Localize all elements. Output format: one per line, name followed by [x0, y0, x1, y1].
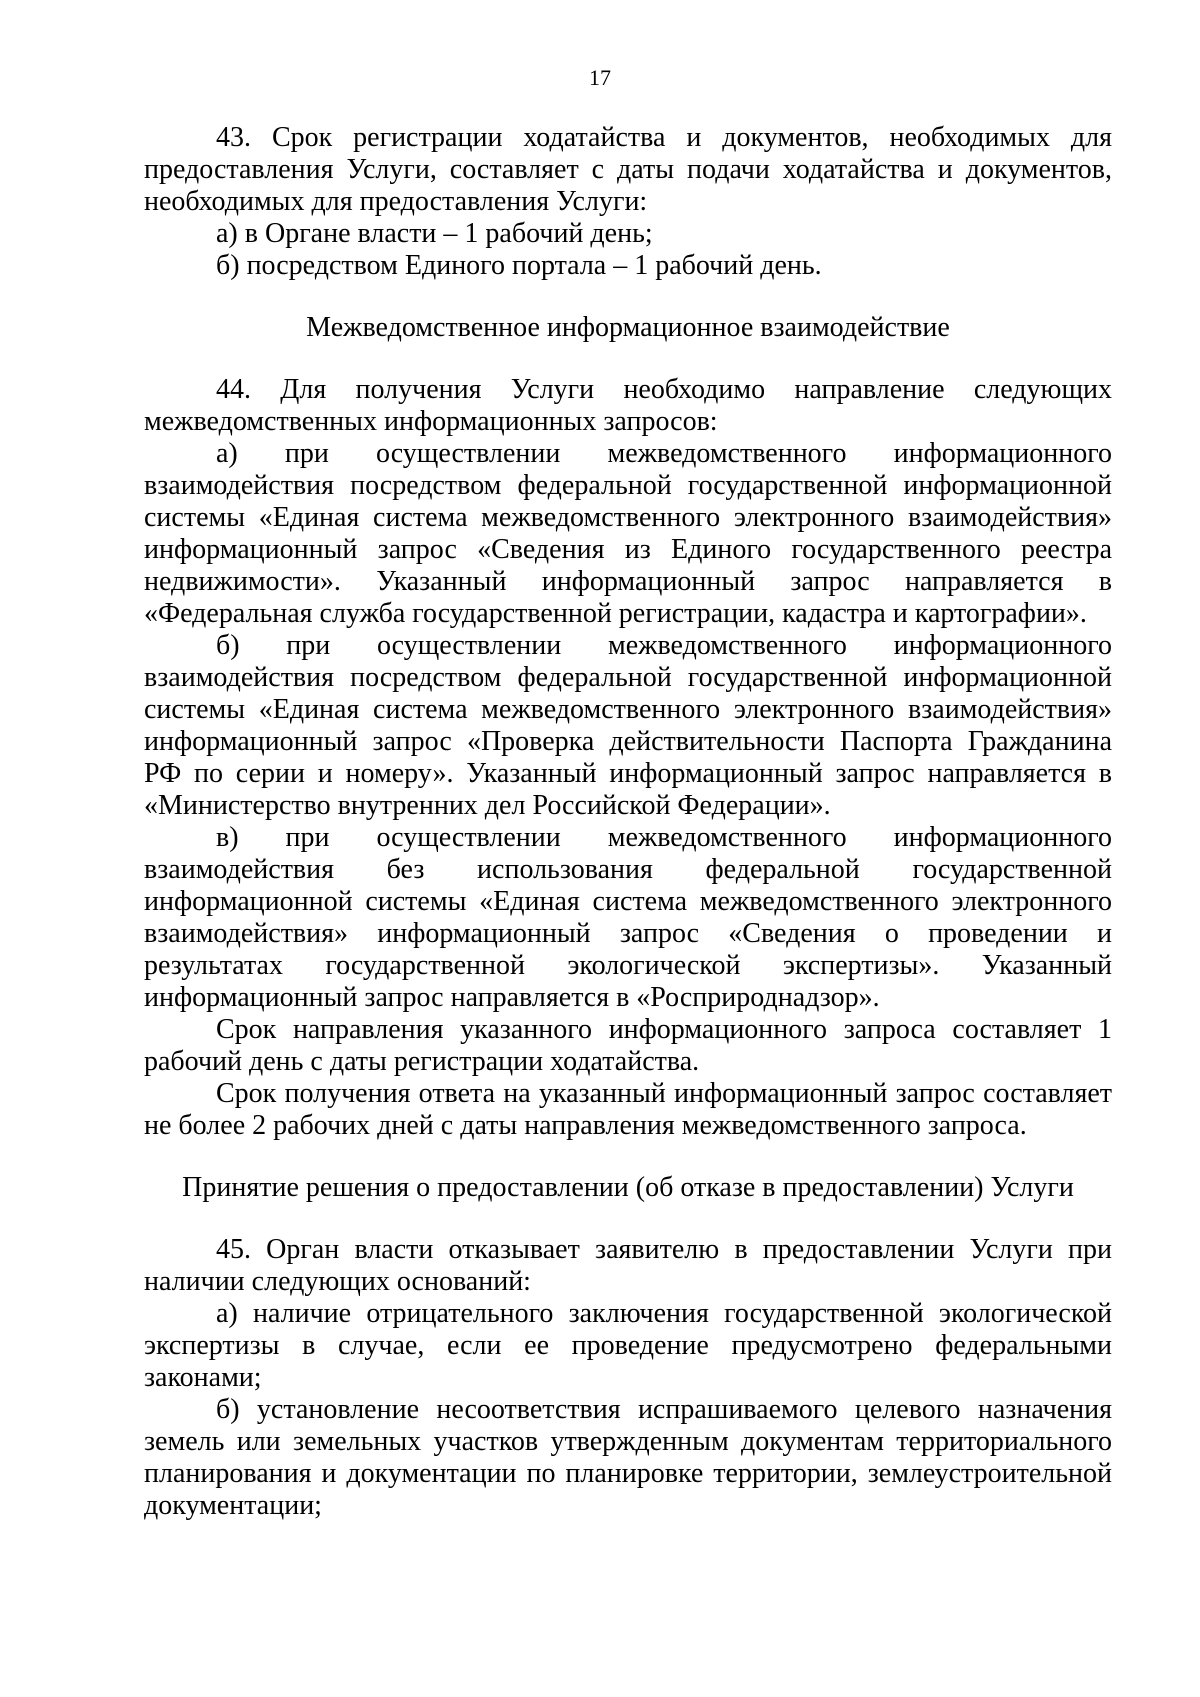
paragraph-45-a: а) наличие отрицательного заключения государственной экологической экспертизы в случае, если ее проведение предусмотрено федеральными законами; — [144, 1298, 1112, 1393]
paragraph-44-b: б) при осуществлении межведомственного информационного взаимодействия посредством федеральной государственной информационной системы «Единая система межведомственного электронного взаимодействия» информационный запрос «Проверка действительности Паспорта Гражданина РФ по серии и номеру». Указанный информационный запрос направляется в «Министерство внутренних дел Российской Федерации». — [144, 630, 1112, 821]
paragraph-44-a: а) при осуществлении межведомственного информационного взаимодействия посредством федеральной государственной информационной системы «Единая система межведомственного электронного взаимодействия» информационный запрос «Сведения из Единого государственного реестра недвижимости». Указанный информационный запрос направляется в «Федеральная служба государственной регистрации, кадастра и картографии». — [144, 438, 1112, 629]
paragraph-43-b: б) посредством Единого портала – 1 рабочий день. — [216, 250, 822, 281]
paragraph-45: 45. Орган власти отказывает заявителю в предоставлении Услуги при наличии следующих оснований: — [144, 1234, 1112, 1297]
paragraph-44: 44. Для получения Услуги необходимо направление следующих межведомственных информационных запросов: — [144, 374, 1112, 437]
document-body — [144, 122, 1112, 1522]
paragraph-44-response-deadline: Срок получения ответа на указанный информационный запрос составляет не более 2 рабочих дней с даты направления межведомственного запроса. — [144, 1078, 1112, 1141]
section-heading-interagency: Межведомственное информационное взаимодействие — [306, 312, 950, 343]
section-heading-decision: Принятие решения о предоставлении (об отказе в предоставлении) Услуги — [182, 1172, 1074, 1203]
paragraph-43: 43. Срок регистрации ходатайства и документов, необходимых для предоставления Услуги, составляет с даты подачи ходатайства и документов, необходимых для предоставления Услуги: — [144, 122, 1112, 217]
paragraph-44-c: в) при осуществлении межведомственного информационного взаимодействия без использования федеральной государственной информационной системы «Единая система межведомственного электронного взаимодействия» информационный запрос «Сведения о проведении и результатах государственной экологической экспертизы». Указанный информационный запрос направляется в «Росприроднадзор». — [144, 822, 1112, 1013]
paragraph-45-b: б) установление несоответствия испрашиваемого целевого назначения земель или земельных участков утвержденным документам территориального планирования и документации по планировке территории, землеустроительной документации; — [144, 1394, 1112, 1521]
page-number: 17 — [589, 65, 611, 90]
paragraph-43-a: а) в Органе власти – 1 рабочий день; — [216, 218, 653, 249]
paragraph-44-request-deadline: Срок направления указанного информационного запроса составляет 1 рабочий день с даты регистрации ходатайства. — [144, 1014, 1112, 1077]
